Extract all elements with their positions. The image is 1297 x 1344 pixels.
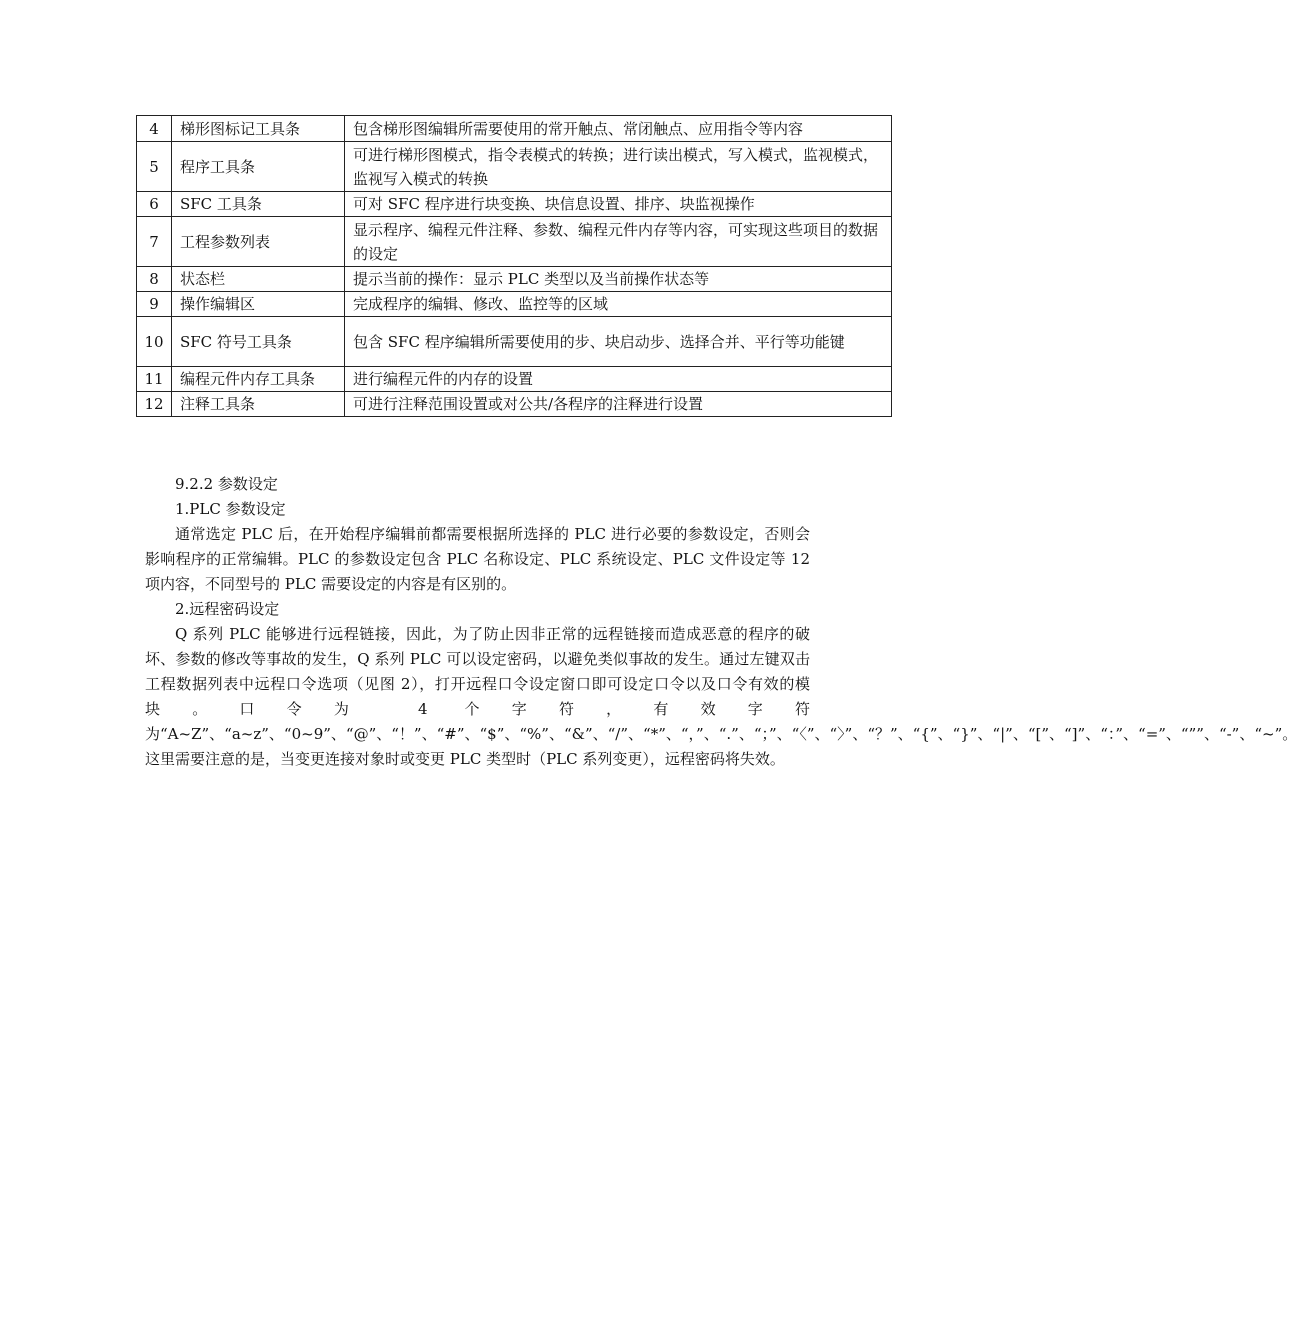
row-number: 7 — [137, 217, 172, 267]
row-description: 包含 SFC 程序编辑所需要使用的步、块启动步、选择合并、平行等功能键 — [345, 317, 892, 367]
table-row — [137, 392, 892, 417]
table-row — [137, 317, 892, 367]
table-row — [137, 292, 892, 317]
row-number: 5 — [137, 142, 172, 192]
row-number: 4 — [137, 116, 172, 142]
section-heading: 9.2.2 参数设定 — [175, 475, 278, 493]
row-name: 工程参数列表 — [172, 217, 345, 267]
plc-parameter-subheading: 1.PLC 参数设定 — [175, 500, 286, 518]
row-name: 编程元件内存工具条 — [172, 367, 345, 392]
table-row — [137, 367, 892, 392]
row-description: 可进行注释范围设置或对公共/各程序的注释进行设置 — [345, 392, 892, 417]
row-description: 可进行梯形图模式，指令表模式的转换；进行读出模式，写入模式，监视模式，监视写入模式的转换 — [345, 142, 892, 192]
row-description: 包含梯形图编辑所需要使用的常开触点、常闭触点、应用指令等内容 — [345, 116, 892, 142]
row-number: 8 — [137, 267, 172, 292]
table-row — [137, 267, 892, 292]
row-description: 完成程序的编辑、修改、监控等的区域 — [345, 292, 892, 317]
row-name: SFC 工具条 — [172, 192, 345, 217]
row-number: 6 — [137, 192, 172, 217]
parameter-setting-section — [145, 472, 1297, 772]
row-name: 程序工具条 — [172, 142, 345, 192]
row-description: 提示当前的操作：显示 PLC 类型以及当前操作状态等 — [345, 267, 892, 292]
row-number: 11 — [137, 367, 172, 392]
row-number: 10 — [137, 317, 172, 367]
table-row — [137, 192, 892, 217]
row-description: 可对 SFC 程序进行块变换、块信息设置、排序、块监视操作 — [345, 192, 892, 217]
remote-password-subheading: 2.远程密码设定 — [175, 600, 280, 618]
plc-parameter-paragraph: 通常选定 PLC 后，在开始程序编辑前都需要根据所选择的 PLC 进行必要的参数设定，否则会影响程序的正常编辑。PLC 的参数设定包含 PLC 名称设定、PLC 系统设定、PLC 文件设定等 12 项内容，不同型号的 PLC 需要设定的内容是有区别的。 — [145, 525, 810, 593]
row-name: 操作编辑区 — [172, 292, 345, 317]
row-name: 状态栏 — [172, 267, 345, 292]
row-name: 注释工具条 — [172, 392, 345, 417]
row-description: 显示程序、编程元件注释、参数、编程元件内存等内容，可实现这些项目的数据的设定 — [345, 217, 892, 267]
table-row — [137, 217, 892, 267]
row-number: 9 — [137, 292, 172, 317]
row-name: 梯形图标记工具条 — [172, 116, 345, 142]
row-number: 12 — [137, 392, 172, 417]
table-row — [137, 116, 892, 142]
row-description: 进行编程元件的内存的设置 — [345, 367, 892, 392]
table-row — [137, 142, 892, 192]
row-name: SFC 符号工具条 — [172, 317, 345, 367]
remote-password-paragraph: Q 系列 PLC 能够进行远程链接，因此，为了防止因非正常的远程链接而造成恶意的程序的破坏、参数的修改等事故的发生，Q 系列 PLC 可以设定密码，以避免类似事故的发生。通过左键双击工程数据列表中远程口令选项（见图 2），打开远程口令设定窗口即可设定口令以及口令有效的模块。口令为 4 个字符，有效字符为“A~Z”、“a~z”、“0~9”、“@”、“！”、“#”、“$”、“%”、“&”、“/”、“*”、“，”、“.”、“；”、“〈”、“〉”、“？”、“{”、“}”、“|”、“[”、“]”、“：”、“=”、“””、“-”、“~”。这里需要注意的是，当变更连接对象时或变更 PLC 类型时（PLC 系列变更），远程密码将失效。 — [145, 625, 1297, 768]
toolbar-description-table — [136, 115, 892, 417]
